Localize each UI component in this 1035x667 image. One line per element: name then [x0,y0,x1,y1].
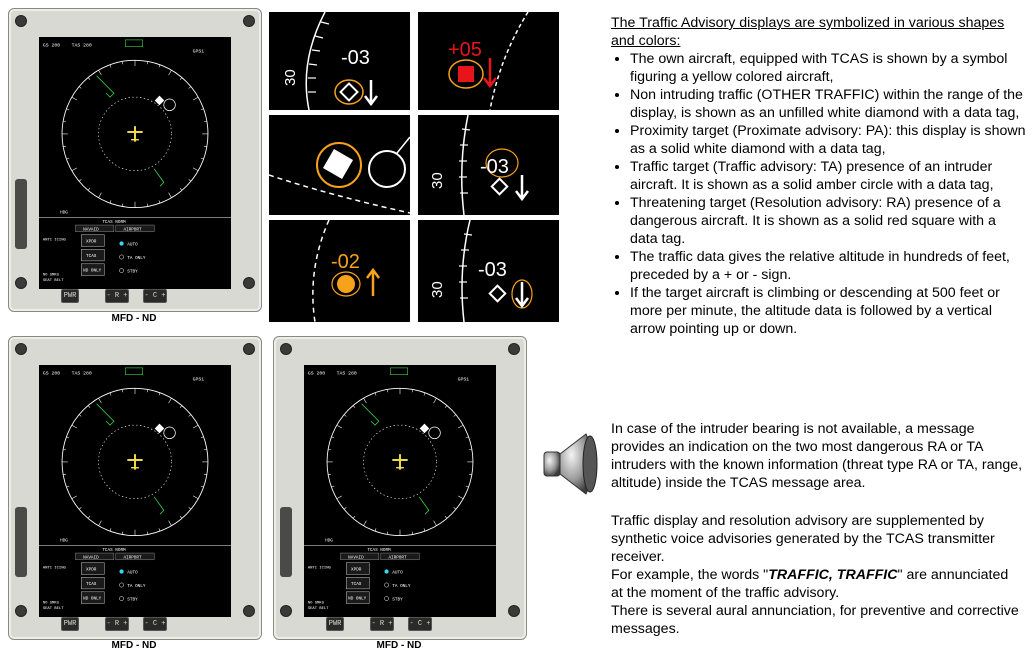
ra-square-icon [458,66,474,82]
anti-icing-label: ANTI ICING [42,238,66,243]
brightness-knob[interactable] [15,507,27,577]
pwr-button[interactable]: PWR [61,617,79,631]
hdg-label: HDG [325,538,333,544]
paragraph: There is several aural annunciation, for preventive and corrective messages. [611,603,1019,637]
tile-other-traffic [269,12,410,110]
arrow-down-icon [516,282,528,306]
svg-text:ND ONLY: ND ONLY [83,268,102,274]
nd-display [304,365,496,617]
tile-ra [418,12,559,110]
mfd-screen [39,37,231,289]
svg-text:TA ONLY: TA ONLY [127,255,146,261]
tcas-mode: TCAS NORM [102,548,126,554]
list-item: • Threatening target (Resolution advisory: RA) presence of a dangerous aircraft. It is shown as a solid red square with a data tag. [630,194,1027,248]
section-heading: The Traffic Advisory displays are symbolized in various shapes and colors: [611,15,1005,49]
contrast-button[interactable]: - C + [143,289,167,303]
svg-text:AIRPORT: AIRPORT [123,555,142,561]
screw-icon [15,343,27,355]
traffic-diamond-icon [492,179,508,195]
tile-other-traffic-3 [418,220,559,322]
svg-text:NAVAID: NAVAID [83,227,99,233]
list-item: • Non intruding traffic (OTHER TRAFFIC) within the range of the display, is shown as an unfilled white diamond with a data tag, [630,86,1027,122]
gs-readout: GS 200 [42,43,61,49]
arrow-up-icon [367,270,379,296]
advisory-list [611,50,1027,338]
contrast-button[interactable]: - C + [143,617,167,631]
seat-belt-label: SEAT BELT [307,607,329,612]
nd-display [39,37,231,289]
scale-label: 30 [429,281,446,298]
seat-belt-label: SEAT BELT [42,279,64,284]
svg-text:AUTO: AUTO [127,242,138,248]
anti-icing-label: ANTI ICING [307,566,331,571]
gps-label: GPS1 [192,377,205,383]
mfd-panel [8,336,262,640]
mfd-screen [304,365,496,617]
svg-text:TCAS: TCAS [86,254,97,260]
mfd-caption: MFD - ND [376,640,422,651]
mfd-caption: MFD - ND [111,640,157,651]
svg-text:STBY: STBY [127,597,138,603]
tcas-mode: TCAS NORM [367,548,391,554]
svg-text:AIRPORT: AIRPORT [123,227,142,233]
screw-icon [15,15,27,27]
hdg-label: HDG [60,538,68,544]
no-smkg-label: NO SMKG [42,273,59,278]
altitude-tag: -03 [478,259,507,281]
svg-text:STBY: STBY [392,597,403,603]
auto-radio[interactable] [384,569,388,573]
screw-icon [243,605,255,617]
gps-label: GPS1 [457,377,470,383]
svg-text:ND ONLY: ND ONLY [83,596,102,602]
paragraph: For example, the words "TRAFFIC, TRAFFIC" are annunciated at the moment of the traffic advisory. [611,567,1009,601]
scale-label: 30 [429,172,446,189]
tas-readout: TAS 280 [336,371,357,377]
screw-icon [243,343,255,355]
svg-text:STBY: STBY [127,269,138,275]
svg-text:XPDR: XPDR [86,239,97,245]
speaker-icon [534,428,606,500]
nd-display [39,365,231,617]
svg-text:XPDR: XPDR [351,567,362,573]
paragraph: Traffic display and resolution advisory are supplemented by synthetic voice advisories generated by the TCAS transmitter receiver. [611,513,995,565]
gs-readout: GS 200 [307,371,326,377]
paragraph: In case of the intruder bearing is not available, a message provides an indication on the two most dangerous RA or TA intruders with the known information (threat type RA or TA, range, altitude) inside the TCAS message area. [611,421,1023,491]
screw-icon [508,343,520,355]
pwr-button[interactable]: PWR [61,289,79,303]
list-item: • Traffic target (Traffic advisory: TA) presence of an intruder aircraft. It is shown as a solid amber circle with a data tag, [630,158,1027,194]
tas-readout: TAS 280 [71,371,92,377]
scale-label: 30 [282,69,299,86]
traffic-diamond-icon [323,149,353,179]
svg-text:TA ONLY: TA ONLY [127,583,146,589]
mfd-caption: MFD - ND [111,313,157,324]
seat-belt-label: SEAT BELT [42,607,64,612]
screw-icon [15,605,27,617]
bearing-paragraph [611,420,1023,492]
screw-icon [15,277,27,289]
arrow-down-icon [516,175,528,199]
list-item: • The own aircraft, equipped with TCAS is shown by a symbol figuring a yellow colored aircraft, [630,50,1027,86]
emphasis: TRAFFIC, TRAFFIC [768,567,898,583]
tcas-mode: TCAS NORM [102,220,126,226]
tile-proximate [269,115,410,215]
svg-text:NAVAID: NAVAID [83,555,99,561]
altitude-tag: -03 [480,156,509,178]
altitude-tag: +05 [448,39,482,61]
traffic-ring [369,151,405,187]
traffic-diamond-icon [490,286,506,302]
svg-text:ND ONLY: ND ONLY [348,596,367,602]
svg-text:XPDR: XPDR [86,567,97,573]
svg-text:NAVAID: NAVAID [348,555,364,561]
range-down-button[interactable]: - R + [105,289,129,303]
altitude-tag: -03 [341,47,370,69]
screw-icon [243,15,255,27]
svg-text:AUTO: AUTO [127,570,138,576]
auto-radio[interactable] [119,241,123,245]
mfd-panel [8,8,262,312]
brightness-knob[interactable] [15,179,27,249]
traffic-diamond-icon [341,84,358,101]
ta-circle-icon [337,275,355,293]
list-item: • The traffic data gives the relative altitude in hundreds of feet, preceded by a + or - sign. [630,248,1027,284]
gs-readout: GS 200 [42,371,61,377]
pwr-button[interactable]: PWR [326,617,344,631]
range-down-button[interactable]: - R + [370,617,394,631]
svg-text:TCAS: TCAS [351,582,362,588]
svg-text:TCAS: TCAS [86,582,97,588]
hdg-label: HDG [60,210,68,216]
screw-icon [243,277,255,289]
tas-readout: TAS 280 [71,43,92,49]
gps-label: GPS1 [192,49,205,55]
tile-ta [269,220,410,322]
list-item: • If the target aircraft is climbing or descending at 500 feet or more per minute, the altitude data is followed by a vertical arrow pointing up or down. [630,284,1027,338]
contrast-button[interactable]: - C + [408,617,432,631]
screw-icon [280,605,292,617]
screw-icon [280,343,292,355]
mfd-panel [273,336,527,640]
auto-radio[interactable] [119,569,123,573]
brightness-knob[interactable] [280,507,292,577]
advisory-description [611,14,1027,338]
svg-text:AUTO: AUTO [392,570,403,576]
svg-text:AIRPORT: AIRPORT [388,555,407,561]
svg-text:TA ONLY: TA ONLY [392,583,411,589]
arrow-down-icon [365,80,377,104]
range-down-button[interactable]: - R + [105,617,129,631]
screw-icon [508,605,520,617]
voice-paragraph [611,512,1023,638]
tile-other-traffic-2 [418,115,559,215]
mfd-screen [39,365,231,617]
anti-icing-label: ANTI ICING [42,566,66,571]
no-smkg-label: NO SMKG [42,601,59,606]
arrow-down-icon [484,58,496,86]
altitude-tag: -02 [331,251,360,273]
no-smkg-label: NO SMKG [307,601,324,606]
list-item: • Proximity target (Proximate advisory: PA): this display is shown as a solid white diamond with a data tag, [630,122,1027,158]
